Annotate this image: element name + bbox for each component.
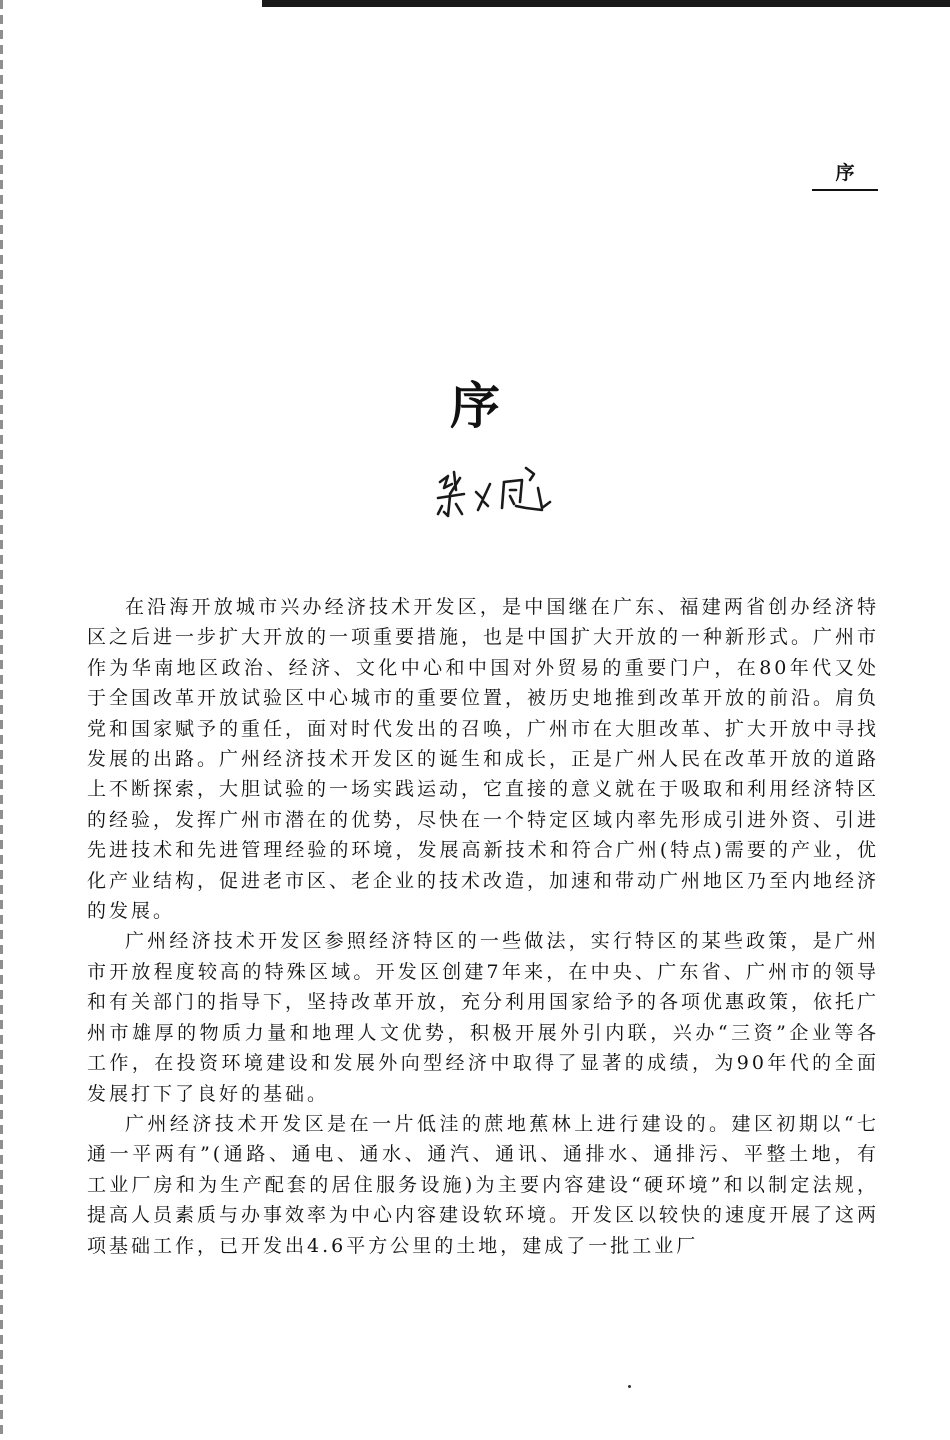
paragraph: 在沿海开放城市兴办经济技术开发区，是中国继在广东、福建两省创办经济特区之后进一步扩大开放的一项重要措施，也是中国扩大开放的一种新形式。广州市作为华南地区政治、经济、文化中心和中国对外贸易的重要门户，在80年代又处于全国改革开放试验区中心城市的重要位置，被历史地推到改革开放的前沿。肩负党和国家赋予的重任，面对时代发出的召唤，广州市在大胆改革、扩大开放中寻找发展的出路。广州经济技术开发区的诞生和成长，正是广州人民在改革开放的道路上不断探索，大胆试验的一场实践运动，它直接的意义就在于吸取和利用经济特区的经验，发挥广州市潜在的优势，尽快在一个特定区域内率先形成引进外资、引进先进技术和先进管理经验的环境，发展高新技术和符合广州(特点)需要的产业，优化产业结构，促进老市区、老企业的技术改造，加速和带动广州地区乃至内地经济的发展。 bbox=[87, 596, 880, 923]
running-head-rule bbox=[812, 189, 878, 191]
running-head: 序 bbox=[835, 162, 855, 184]
body-text bbox=[87, 592, 879, 1261]
chapter-title: 序 bbox=[450, 377, 500, 435]
paragraph: 广州经济技术开发区是在一片低洼的蔗地蕉林上进行建设的。建区初期以“七通一平两有”(通路、通电、通水、通汽、通讯、通排水、通排污、平整土地，有工业厂房和为生产配套的居住服务设施)为主要内容建设“硬环境”和以制定法规，提高人员素质与办事效率为中心内容建设软环境。开发区以较快的速度开展了这两项基础工作，已开发出4.6平方公里的土地，建成了一批工业厂 bbox=[87, 1112, 880, 1257]
scan-speck bbox=[628, 1385, 631, 1388]
paragraph: 广州经济技术开发区参照经济特区的一些做法，实行特区的某些政策，是广州市开放程度较高的特殊区域。开发区创建7年来，在中央、广东省、广州市的领导和有关部门的指导下，坚持改革开放，充分利用国家给予的各项优惠政策，依托广州市雄厚的物质力量和地理人文优势，积极开展外引内联，兴办“三资”企业等各工作，在投资环境建设和发展外向型经济中取得了显著的成绩，为90年代的全面发展打下了良好的基础。 bbox=[87, 930, 880, 1105]
top-edge-rule bbox=[262, 0, 950, 7]
author-signature bbox=[430, 458, 556, 532]
left-scan-edge bbox=[0, 0, 3, 1440]
